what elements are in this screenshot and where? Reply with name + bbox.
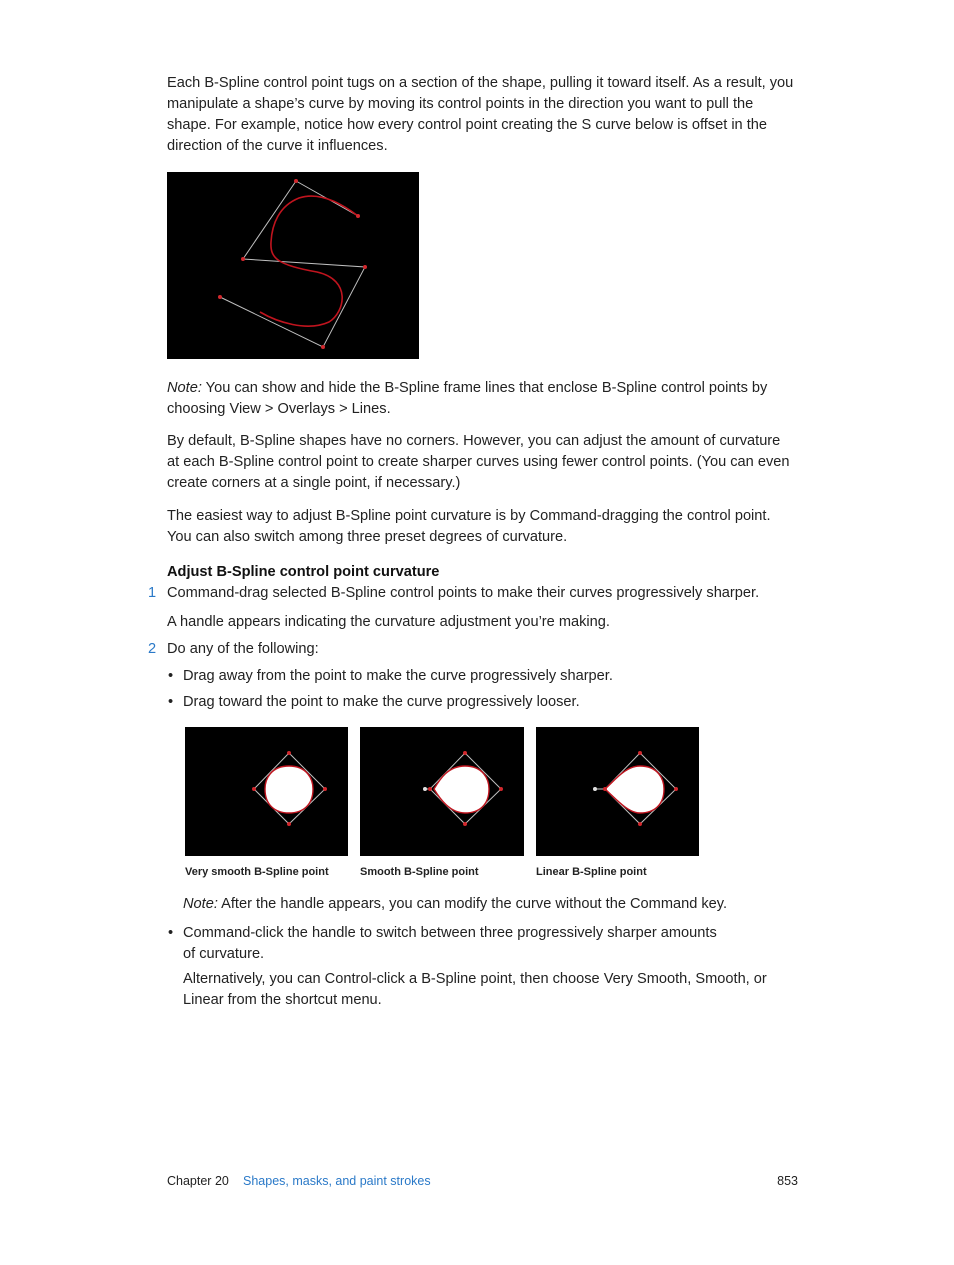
- bullet-item: Drag away from the point to make the curve progressively sharper.: [183, 668, 613, 684]
- text-line: of curvature.: [183, 946, 265, 962]
- curvature-paragraph: [167, 431, 807, 494]
- text-line: direction of the curve it influences.: [167, 138, 388, 154]
- control-point: [638, 822, 642, 826]
- note-text: You can show and hide the B-Spline frame lines that enclose B-Spline control points by: [201, 380, 768, 396]
- control-point: [218, 295, 222, 299]
- intro-paragraph: [167, 73, 807, 157]
- bullet-icon: •: [168, 694, 174, 710]
- smooth-diagram: [360, 727, 524, 856]
- footer-chapter-link[interactable]: Shapes, masks, and paint strokes: [243, 1174, 431, 1188]
- command-drag-paragraph: [167, 506, 807, 548]
- control-point: [499, 787, 503, 791]
- control-point: [363, 265, 367, 269]
- shape-curve: [605, 766, 664, 813]
- note-label: Note:: [167, 380, 202, 396]
- shape-curve: [265, 766, 313, 813]
- text-line: Alternatively, you can Control-click a B-Spline point, then choose Very Smooth, Smooth, or: [183, 971, 767, 987]
- control-point: [638, 751, 642, 755]
- control-point: [252, 787, 256, 791]
- curvature-handle: [423, 787, 427, 791]
- smooth-figure: [360, 727, 524, 856]
- task-heading: Adjust B-Spline control point curvature: [167, 564, 440, 580]
- alternative-paragraph: [183, 969, 783, 1011]
- control-point: [463, 751, 467, 755]
- control-point: [241, 257, 245, 261]
- text-line: [167, 378, 807, 399]
- text-line: at each B-Spline control point to create sharper curves using fewer control points. (You can even: [167, 454, 790, 470]
- text-line: Linear from the shortcut menu.: [183, 992, 382, 1008]
- step-1-text: Command-drag selected B-Spline control points to make their curves progressively sharper.: [167, 585, 760, 601]
- s-curve-figure: [167, 172, 419, 359]
- caption-smooth: Smooth B-Spline point: [360, 866, 479, 878]
- very-smooth-diagram: [185, 727, 348, 856]
- text-line: choosing View > Overlays > Lines.: [167, 401, 391, 417]
- linear-figure: [536, 727, 699, 856]
- text-line: create corners at a single point, if necessary.): [167, 475, 461, 491]
- shape-curve: [434, 766, 489, 813]
- control-point: [321, 345, 325, 349]
- bullet-icon: •: [168, 925, 174, 941]
- curvature-handle: [593, 787, 597, 791]
- control-point: [287, 822, 291, 826]
- note-paragraph: [167, 378, 807, 420]
- text-line: Each B-Spline control point tugs on a section of the shape, pulling it toward itself. As a result, you: [167, 75, 794, 91]
- very-smooth-figure: [185, 727, 348, 856]
- step-number-1: 1: [148, 585, 157, 601]
- control-point: [463, 822, 467, 826]
- control-point: [603, 787, 607, 791]
- text-line: manipulate a shape’s curve by moving its control points in the direction you want to pull the: [167, 96, 754, 112]
- bullet-icon: •: [168, 668, 174, 684]
- step-1-result: A handle appears indicating the curvature adjustment you’re making.: [167, 614, 610, 630]
- bullet-item: Drag toward the point to make the curve progressively looser.: [183, 694, 580, 710]
- s-curve-diagram: [167, 172, 419, 359]
- text-line: You can also switch among three preset degrees of curvature.: [167, 529, 568, 545]
- note-paragraph-2: [183, 894, 803, 915]
- linear-diagram: [536, 727, 699, 856]
- control-point: [674, 787, 678, 791]
- control-point: [428, 787, 432, 791]
- step-2-text: Do any of the following:: [167, 641, 319, 657]
- footer-chapter: Chapter 20: [167, 1174, 229, 1188]
- bullet-item: [183, 923, 783, 965]
- control-points: [218, 179, 367, 349]
- text-line: Command-click the handle to switch between three progressively sharper amounts: [183, 925, 717, 941]
- text-line: The easiest way to adjust B-Spline point curvature is by Command-dragging the control point.: [167, 508, 771, 524]
- note-label: Note:: [183, 896, 218, 912]
- control-point: [294, 179, 298, 183]
- control-point: [356, 214, 360, 218]
- caption-very-smooth: Very smooth B-Spline point: [185, 866, 329, 878]
- control-point: [323, 787, 327, 791]
- page-number: 853: [777, 1174, 798, 1188]
- text-line: By default, B-Spline shapes have no corners. However, you can adjust the amount of curvature: [167, 433, 781, 449]
- control-point: [287, 751, 291, 755]
- caption-linear: Linear B-Spline point: [536, 866, 647, 878]
- step-number-2: 2: [148, 641, 157, 657]
- note-text: After the handle appears, you can modify the curve without the Command key.: [217, 896, 728, 912]
- text-line: shape. For example, notice how every control point creating the S curve below is offset in the: [167, 117, 768, 133]
